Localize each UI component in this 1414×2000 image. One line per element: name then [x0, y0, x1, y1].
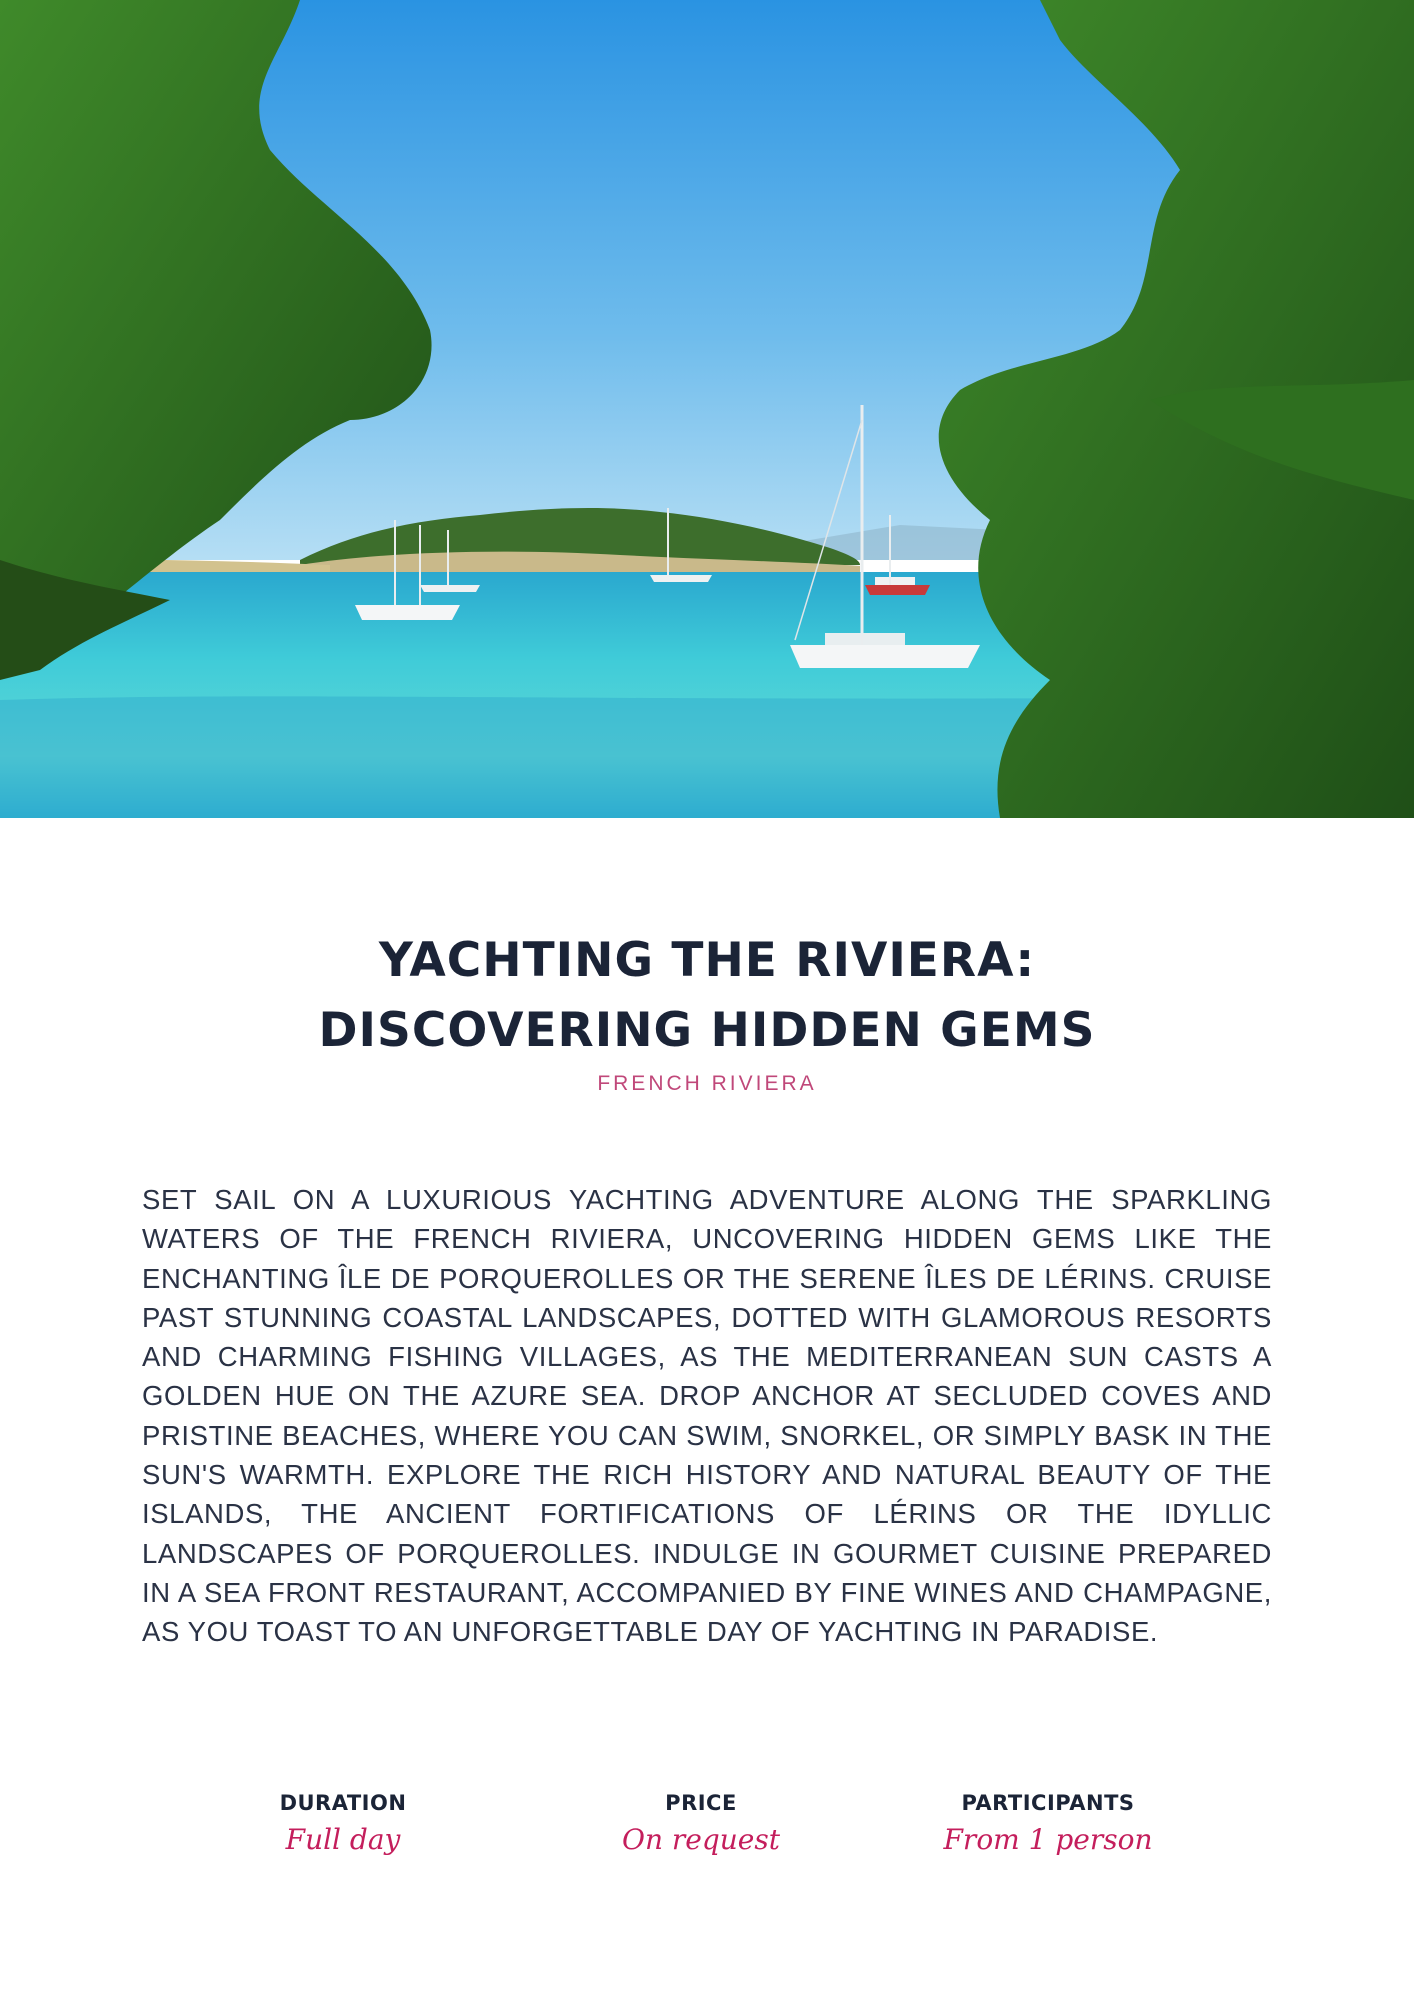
tour-description: SET SAIL ON A LUXURIOUS YACHTING ADVENTURE ALONG THE SPARKLING WATERS OF THE FRENCH RIVIERA, UNCOVERING HIDDEN GEMS LIKE THE ENCHANTING ÎLE DE PORQUEROLLES OR THE SERENE ÎLES DE LÉRINS. CRUISE PAST STUNNING COASTAL LANDSCAPES, DOTTED WITH GLAMOROUS RESORTS AND CHARMING FISHING VILLAGES, AS THE MEDITERRANEAN SUN CASTS A GOLDEN HUE ON THE AZURE SEA. DROP ANCHOR AT SECLUDED COVES AND PRISTINE BEACHES, WHERE YOU CAN SWIM, SNORKEL, OR SIMPLY BASK IN THE SUN'S WARMTH. EXPLORE THE RICH HISTORY AND NATURAL BEAUTY OF THE ISLANDS, THE ANCIENT FORTIFICATIONS OF LÉRINS OR THE IDYLLIC LANDSCAPES OF PORQUEROLLES. INDULGE IN GOURMET CUISINE PREPARED IN A SEA FRONT RESTAURANT, ACCOMPANIED BY FINE WINES AND CHAMPAGNE, AS YOU TOAST TO AN UNFORGETTABLE DAY OF YACHTING IN PARADISE. [142, 1184, 1272, 1648]
location-subtitle: FRENCH RIVIERA [597, 1072, 817, 1095]
duration-label: DURATION [279, 1791, 407, 1815]
hero-photo [0, 0, 1414, 818]
duration-value: Full day [285, 1823, 401, 1856]
price-label: PRICE [665, 1791, 737, 1815]
fact-duration [193, 1788, 493, 1858]
participants-label: PARTICIPANTS [961, 1791, 1135, 1815]
tour-facts [0, 1788, 1414, 1868]
fact-participants [898, 1788, 1198, 1858]
title-line-1: YACHTING THE RIVIERA: [378, 933, 1036, 989]
title-line-2: DISCOVERING HIDDEN GEMS [318, 1003, 1096, 1059]
fact-price [551, 1788, 851, 1858]
price-value: On request [622, 1823, 780, 1856]
participants-value: From 1 person [943, 1823, 1153, 1856]
harbor-bay-photo [0, 0, 1414, 818]
page-title [0, 926, 1414, 1066]
